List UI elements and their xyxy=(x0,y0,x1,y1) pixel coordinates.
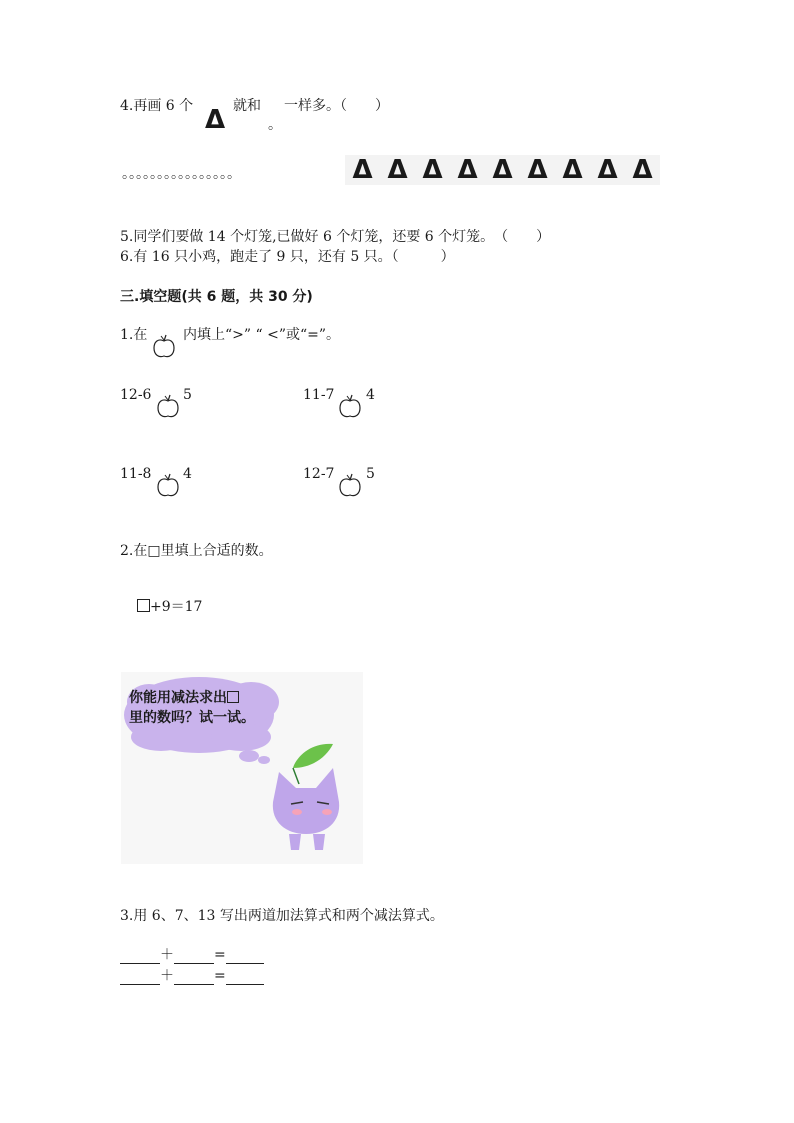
equals-sign: = xyxy=(214,947,226,963)
addition-line-2 xyxy=(120,967,264,985)
blank-field[interactable] xyxy=(174,970,214,985)
fill1-item-right: 4 xyxy=(183,466,192,482)
bubble-line-1: 你能用减法求出 xyxy=(129,688,239,708)
bubble-line-2: 里的数吗？试一试。 xyxy=(129,710,255,726)
cartoon-illustration xyxy=(121,672,363,864)
fill1-item-left: 11-8 xyxy=(120,466,152,482)
triangle-icon: Δ xyxy=(380,155,415,185)
apple-icon[interactable] xyxy=(338,472,362,498)
fill1-item-right: 4 xyxy=(366,387,375,403)
box-icon xyxy=(227,691,239,703)
dot-icon: 。 xyxy=(268,117,282,133)
triangle-icon: Δ xyxy=(590,155,625,185)
dots-row: 。。。。。。。。。。。。。。。。 xyxy=(122,166,241,182)
plus-sign: ＋ xyxy=(160,947,174,963)
fill3-intro: 3.用 6、7、13 写出两道加法算式和两个减法算式。 xyxy=(120,908,444,924)
blank-field[interactable] xyxy=(226,970,264,985)
triangle-icon: Δ xyxy=(520,155,555,185)
triangle-icon: Δ xyxy=(415,155,450,185)
section-title: 三.填空题(共 6 题，共 30 分) xyxy=(120,289,313,305)
addition-line-1 xyxy=(120,946,264,964)
blank-field[interactable] xyxy=(120,970,160,985)
q4-suffix: 一样多。（ ） xyxy=(284,98,389,114)
plus-sign: ＋ xyxy=(160,968,174,984)
blank-field[interactable] xyxy=(226,949,264,964)
fill2-equation xyxy=(137,598,202,616)
triangle-icon: Δ xyxy=(485,155,520,185)
answer-box[interactable] xyxy=(137,599,150,612)
fill1-item-left: 12-6 xyxy=(120,387,152,403)
triangle-icon: Δ xyxy=(555,155,590,185)
fill2-intro: 2.在□里填上合适的数。 xyxy=(120,543,273,559)
fill1-item-right: 5 xyxy=(183,387,192,403)
equals-sign: = xyxy=(214,968,226,984)
apple-icon[interactable] xyxy=(156,472,180,498)
apple-icon[interactable] xyxy=(156,393,180,419)
q4-prefix: 4.再画 6 个 xyxy=(120,98,194,114)
apple-icon[interactable] xyxy=(338,393,362,419)
blank-field[interactable] xyxy=(120,949,160,964)
triangle-icon: Δ xyxy=(450,155,485,185)
triangle-icon: Δ xyxy=(345,155,380,185)
fill1-intro-a: 1.在 xyxy=(120,327,148,343)
blank-field[interactable] xyxy=(174,949,214,964)
fill1-intro-b: 内填上“>” “ <”或“=”。 xyxy=(183,327,341,343)
fill1-item-left: 12-7 xyxy=(303,466,335,482)
apple-icon xyxy=(152,333,176,359)
question-6: 6.有 16 只小鸡，跑走了 9 只，还有 5 只。（ ） xyxy=(120,249,455,265)
question-5: 5.同学们要做 14 个灯笼,已做好 6 个灯笼，还要 6 个灯笼。 （ ） xyxy=(120,229,551,245)
q4-mid: 就和 xyxy=(233,98,261,114)
triangle-icon: Δ xyxy=(625,155,660,185)
fill1-item-right: 5 xyxy=(366,466,375,482)
equation-text: +9＝17 xyxy=(150,599,203,615)
triangles-row xyxy=(345,155,660,185)
fill1-item-left: 11-7 xyxy=(303,387,335,403)
triangle-icon: Δ xyxy=(205,105,226,135)
